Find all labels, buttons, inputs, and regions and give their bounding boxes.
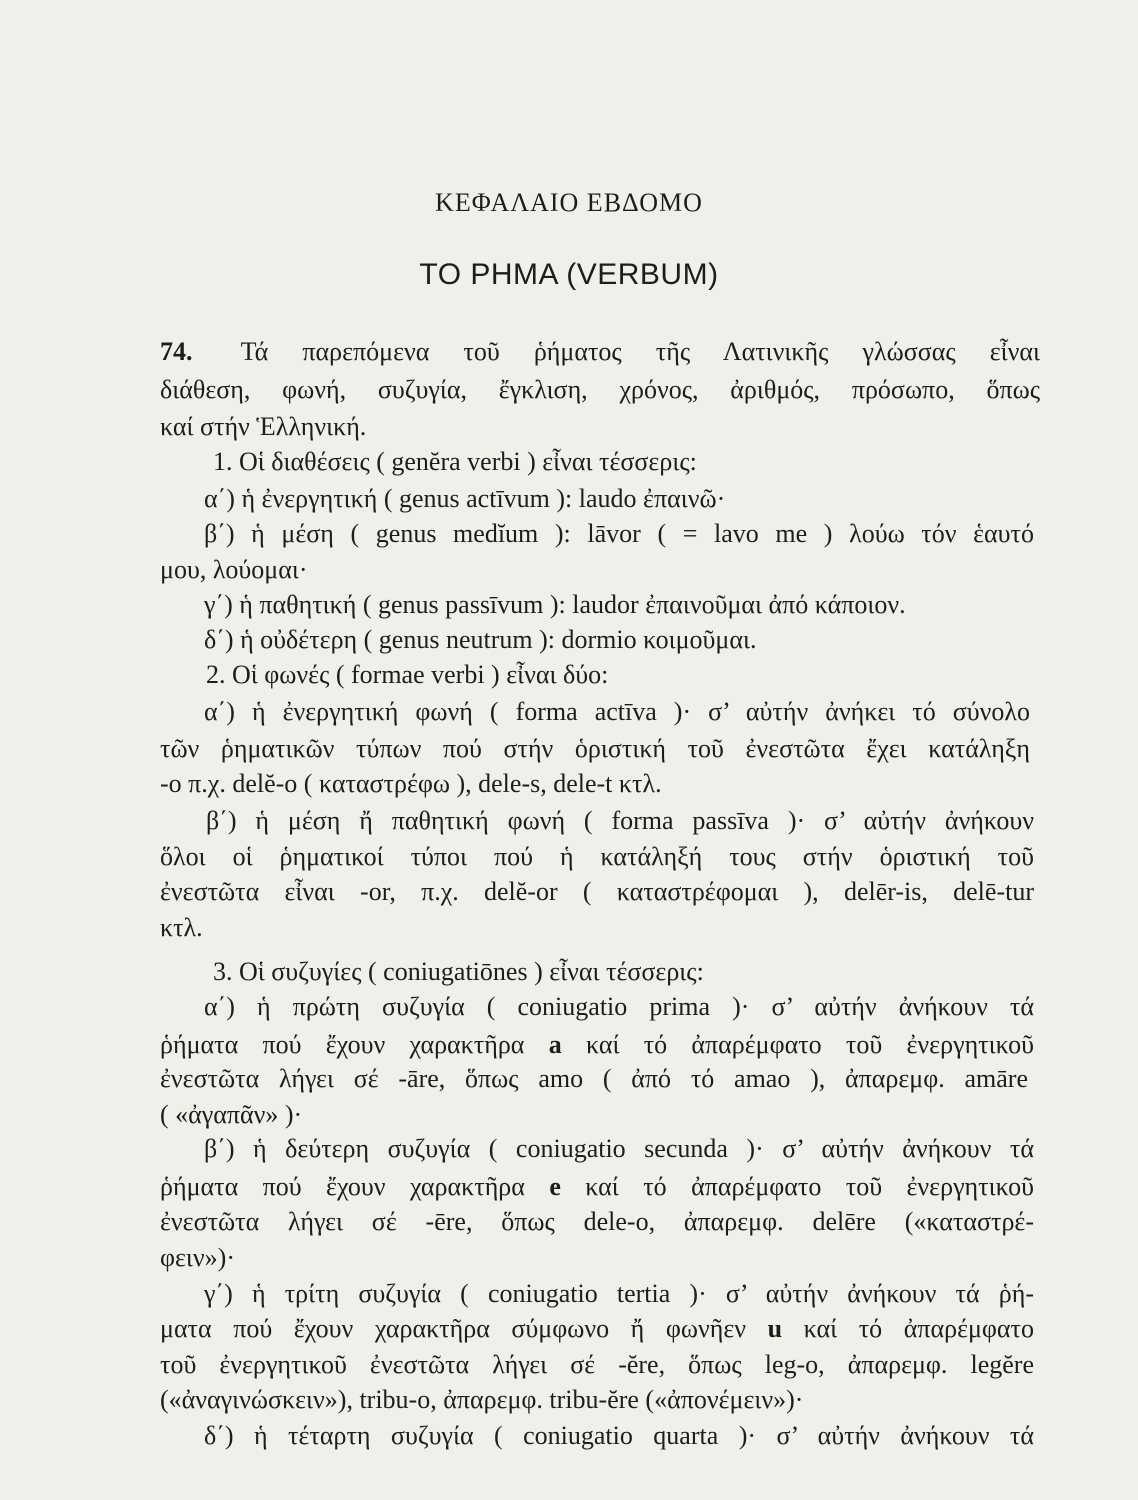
formae-b-1: β΄) ἡ μέση ἤ παθητική φωνή ( forma passīva )· σ’ αὐτήν ἀνήκουν [206,806,1034,835]
coniug-a-3: ἐνεστῶτα λήγει σέ -āre, ὅπως amo ( ἀπό τό amao ), ἀπαρεμφ. amāre [160,1064,1028,1093]
coniug-c-2: ματα πού ἔχουν χαρακτῆρα σύμφωνο ἤ φωνῆεν u καί τό ἀπαρέμφατο [160,1314,1034,1343]
para74-line-1: 74. Τά παρεπόμενα τοῦ ῥήματος τῆς Λατινικῆς γλώσσας εἶναι [160,337,1040,366]
genera-c: γ΄) ἡ παθητική ( genus passīvum ): laudor ἐπαινοῦμαι ἀπό κάποιον. [204,590,906,619]
section-number: 74. [160,337,193,366]
genera-b-1: β΄) ἡ μέση ( genus medĭum ): lāvor ( = lavo me ) λούω τόν ἑαυτό [204,519,1034,548]
coniug-a-1: α΄) ἡ πρώτη συζυγία ( coniugatio prima )· σ’ αὐτήν ἀνήκουν τά [204,992,1034,1021]
formae-a-2: τῶν ῥηματικῶν τύπων πού στήν ὁριστική τοῦ ἐνεστῶτα ἔχει κατάληξη [160,734,1030,763]
formae-heading: 2. Οἱ φωνές ( formae verbi ) εἶναι δύο: [206,660,609,689]
coniug-c-1: γ΄) ἡ τρίτη συζυγία ( coniugatio tertia )· σ’ αὐτήν ἀνήκουν τά ῥή- [204,1279,1034,1308]
formae-a-3: -o π.χ. delĕ-o ( καταστρέφω ), dele-s, dele-t κτλ. [160,769,662,798]
coniug-b-4: φειν»)· [160,1243,235,1272]
coniug-b-1: β΄) ἡ δεύτερη συζυγία ( coniugatio secunda )· σ’ αὐτήν ἀνήκουν τά [204,1134,1034,1163]
para74-line-3: καί στήν Ἑλληνική. [160,412,367,441]
coniug-b-3: ἐνεστῶτα λήγει σέ -ēre, ὅπως dele-o, ἀπαρεμφ. delēre («καταστρέ- [160,1207,1034,1236]
coniug-b-2: ῥήματα πού ἔχουν χαρακτῆρα e καί τό ἀπαρέμφατο τοῦ ἐνεργητικοῦ [160,1172,1035,1201]
formae-a-1: α΄) ἡ ἐνεργητική φωνή ( forma actīva )· σ’ αὐτήν ἀνήκει τό σύνολο [204,697,1030,726]
formae-b-3: ἐνεστῶτα εἶναι -or, π.χ. delĕ-or ( καταστρέφομαι ), delēr-is, delē-tur [160,877,1034,906]
genera-heading: 1. Οἱ διαθέσεις ( genĕra verbi ) εἶναι τέσσερις: [213,447,697,476]
genera-b-2: μου, λούομαι· [160,555,308,584]
formae-b-4: κτλ. [160,913,203,942]
formae-b-2: ὅλοι οἱ ῥηματικοί τύποι πού ἡ κατάληξή τους στήν ὁριστική τοῦ [160,842,1034,871]
para74-line-2: διάθεση, φωνή, συζυγία, ἔγκλιση, χρόνος, ἀριθμός, πρόσωπο, ὅπως [160,375,1040,404]
coniug-a-2: ῥήματα πού ἔχουν χαρακτῆρα a καί τό ἀπαρέμφατο τοῦ ἐνεργητικοῦ [160,1030,1035,1059]
genera-d: δ΄) ἡ οὐδέτερη ( genus neutrum ): dormio κοιμοῦμαι. [204,625,757,654]
coniug-a-4: ( «ἀγαπᾶν» )· [160,1100,303,1129]
page-title: ΤΟ ΡΗΜΑ (VERBUM) [419,258,719,291]
genera-a: α΄) ἡ ἐνεργητική ( genus actīvum ): laudo ἐπαινῶ· [204,484,726,513]
coniug-c-3: τοῦ ἐνεργητικοῦ ἐνεστῶτα λήγει σέ -ĕre, ὅπως leg-o, ἀπαρεμφ. legĕre [160,1350,1034,1379]
chapter-heading: ΚΕΦΑΛΑΙΟ ΕΒΔΟΜΟ [435,188,703,217]
coniug-d-1: δ΄) ἡ τέταρτη συζυγία ( coniugatio quarta )· σ’ αὐτήν ἀνήκουν τά [204,1421,1034,1450]
coniug-heading: 3. Οἱ συζυγίες ( coniugatiōnes ) εἶναι τέσσερις: [213,957,704,986]
coniug-c-4: («ἀναγινώσκειν»), tribu-o, ἀπαρεμφ. tribu-ĕre («ἀπονέμειν»)· [160,1385,804,1414]
